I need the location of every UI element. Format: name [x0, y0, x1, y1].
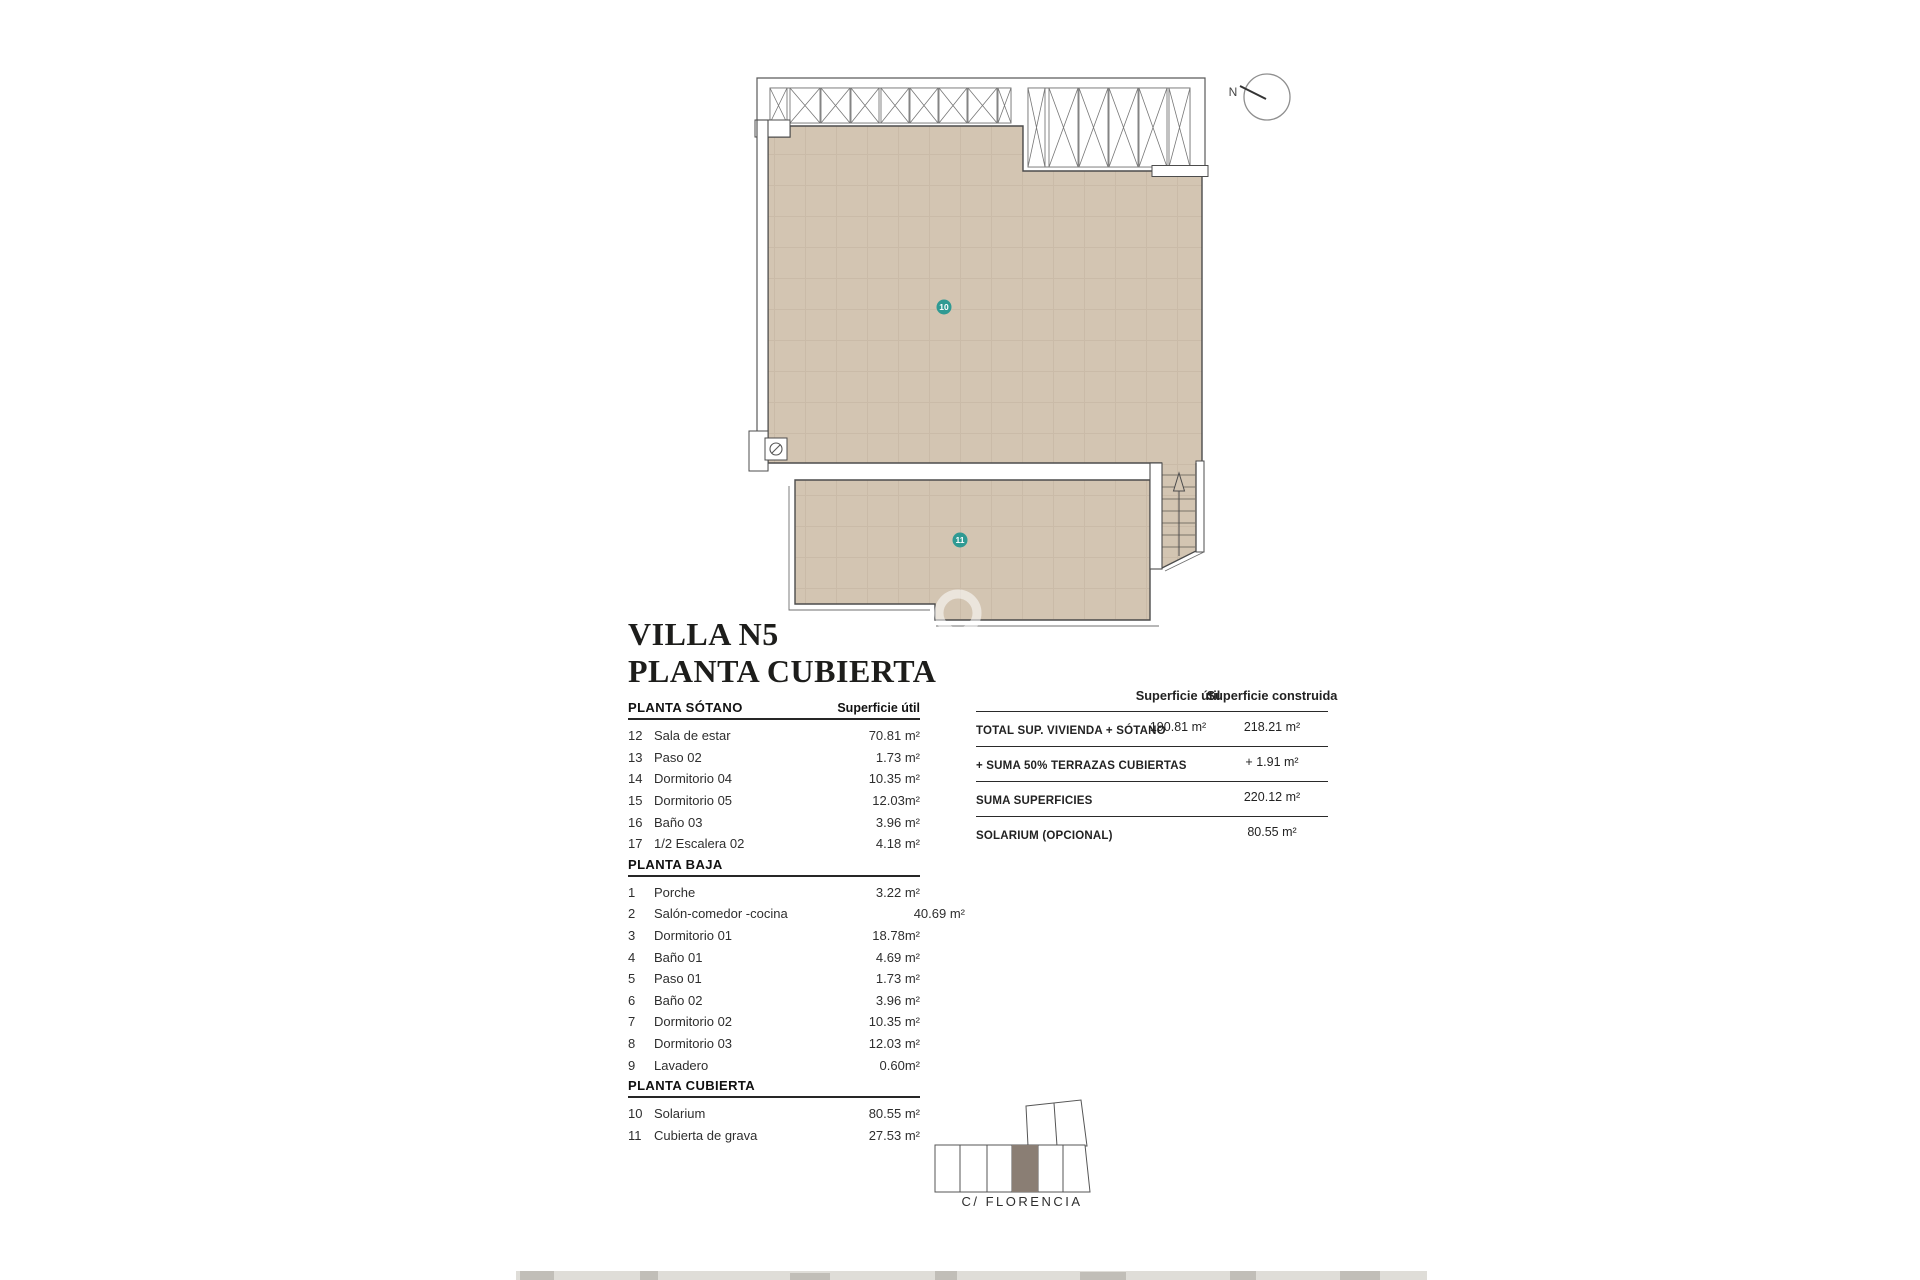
- area-schedule-table: [628, 698, 965, 1147]
- area-row-name: Porche: [654, 884, 696, 900]
- area-row-name: Salón-comedor -cocina: [654, 906, 788, 922]
- area-row-name: Paso 01: [654, 971, 702, 987]
- area-row-name: Baño 03: [654, 814, 703, 830]
- summary-row-label: TOTAL SUP. VIVIENDA + SÓTANO: [976, 725, 1166, 737]
- area-row-number: 16: [628, 814, 643, 830]
- area-row: [628, 1103, 920, 1125]
- bottom-page-sliver: [516, 1271, 1427, 1280]
- area-row-name: Dormitorio 05: [654, 793, 733, 809]
- summary-header-superficie-util: Superficie útil: [1135, 688, 1221, 703]
- area-row-number: 1: [628, 884, 636, 900]
- area-row-name: Paso 02: [654, 749, 702, 765]
- area-row-value: 1.73 m²: [875, 971, 920, 987]
- area-row-value: 4.18 m²: [875, 836, 920, 852]
- area-row-number: 3: [628, 928, 636, 944]
- area-row: [628, 725, 920, 747]
- area-row: [628, 811, 920, 833]
- area-row: [628, 1033, 920, 1055]
- area-row-value: 10.35 m²: [868, 771, 920, 787]
- area-row-number: 12: [628, 728, 643, 744]
- area-row-name: Baño 02: [654, 992, 703, 1008]
- area-row-number: 14: [628, 771, 643, 787]
- area-section: [628, 856, 965, 1076]
- area-row-value: 4.69 m²: [875, 949, 920, 965]
- section-header: [628, 700, 920, 720]
- section-header: [628, 1078, 920, 1098]
- area-row-number: 5: [628, 971, 636, 987]
- summary-value-construida: 220.12 m²: [1243, 790, 1301, 804]
- summary-row: [976, 747, 1328, 782]
- area-row: [628, 946, 920, 968]
- area-section: [628, 700, 920, 855]
- summary-row: [976, 782, 1328, 817]
- summary-value-util: 190.81 m²: [1149, 720, 1207, 734]
- solarium-area: [768, 126, 1202, 463]
- area-row-value: 12.03 m²: [868, 1036, 920, 1052]
- area-row-value: 3.96 m²: [875, 992, 920, 1008]
- site-plan: [935, 1100, 1090, 1209]
- area-row-number: 11: [628, 1127, 642, 1143]
- room-marker-10-label: 10: [939, 301, 949, 312]
- right-wall-band: [1196, 461, 1204, 552]
- area-row-value: 12.03m²: [872, 793, 920, 809]
- left-wall: [757, 120, 768, 470]
- summary-rows: [976, 712, 1328, 851]
- area-row-number: 2: [628, 906, 636, 922]
- area-row: [628, 882, 920, 904]
- area-row-number: 17: [628, 836, 643, 852]
- area-section: [628, 1078, 920, 1146]
- area-row-name: Dormitorio 02: [654, 1014, 733, 1030]
- area-row: [628, 925, 920, 947]
- area-row-number: 9: [628, 1057, 636, 1073]
- area-row-name: Dormitorio 01: [654, 928, 733, 944]
- area-row-name: 1/2 Escalera 02: [654, 836, 745, 852]
- area-row-value: 0.60m²: [879, 1057, 920, 1073]
- page-title: [628, 616, 936, 690]
- area-row-name: Baño 01: [654, 949, 703, 965]
- area-row: [628, 1054, 920, 1076]
- section-label: PLANTA SÓTANO: [628, 700, 743, 715]
- area-row-value: 70.81 m²: [868, 728, 920, 744]
- area-row-value: 40.69 m²: [913, 906, 965, 922]
- area-row-number: 8: [628, 1036, 636, 1052]
- summary-header-superficie-construida: Superficie construida: [1206, 688, 1338, 703]
- section-header: [628, 857, 920, 877]
- summary-header-row: [976, 686, 1338, 712]
- area-row-value: 3.22 m²: [875, 884, 920, 900]
- area-sections: [628, 700, 965, 1146]
- stair-partition-wall: [1150, 463, 1162, 569]
- area-row-name: Solarium: [654, 1106, 706, 1122]
- area-row: [628, 833, 920, 855]
- area-row-value: 3.96 m²: [875, 814, 920, 830]
- area-row-value: 18.78m²: [872, 928, 920, 944]
- area-row-name: Lavadero: [654, 1057, 709, 1073]
- pergola-panels-right: [1028, 88, 1190, 167]
- summary-row: [976, 817, 1328, 851]
- summary-value-construida: + 1.91 m²: [1245, 755, 1299, 769]
- area-row-name: Dormitorio 04: [654, 771, 733, 787]
- area-row: [628, 790, 920, 812]
- summary-table: [976, 686, 1338, 851]
- section-label: PLANTA BAJA: [628, 856, 723, 872]
- area-row-name: Cubierta de grava: [654, 1127, 758, 1143]
- room-marker-11-label: 11: [955, 534, 965, 545]
- street-label: C/ FLORENCIA: [961, 1194, 1083, 1209]
- area-row-number: 4: [628, 949, 636, 965]
- area-row: [628, 903, 965, 925]
- area-row-number: 6: [628, 992, 636, 1008]
- area-row: [628, 1125, 920, 1147]
- compass-icon: [1229, 74, 1290, 120]
- area-row-number: 15: [628, 793, 643, 809]
- room-marker-10: [937, 300, 952, 315]
- summary-row-label: + SUMA 50% TERRAZAS CUBIERTAS: [976, 760, 1187, 772]
- summary-row: [976, 712, 1328, 747]
- area-row: [628, 968, 920, 990]
- section-label: PLANTA CUBIERTA: [628, 1077, 756, 1093]
- area-row: [628, 990, 920, 1012]
- area-row-name: Dormitorio 03: [654, 1036, 733, 1052]
- area-row-value: 80.55 m²: [868, 1106, 920, 1122]
- area-row: [628, 747, 920, 769]
- area-row-value: 27.53 m²: [868, 1127, 920, 1143]
- summary-value-construida: 218.21 m²: [1243, 720, 1301, 734]
- page-title-line2: PLANTA CUBIERTA: [628, 653, 937, 689]
- summary-row-label: SUMA SUPERFICIES: [976, 795, 1093, 807]
- room-marker-11: [953, 533, 968, 548]
- area-row-name: Sala de estar: [654, 728, 731, 744]
- wall-notch-top-right: [1152, 166, 1208, 177]
- area-row: [628, 768, 920, 790]
- area-row-number: 7: [628, 1014, 636, 1030]
- summary-value-construida: 80.55 m²: [1247, 825, 1297, 839]
- pergola-panels-left: [770, 88, 1011, 123]
- site-highlighted-plot: [1012, 1145, 1038, 1192]
- area-row-value: 10.35 m²: [868, 1014, 920, 1030]
- area-row-value: 1.73 m²: [875, 749, 920, 765]
- column-header-superficie-util: Superficie útil: [837, 701, 920, 715]
- area-row-number: 13: [628, 749, 643, 765]
- compass-north-label: N: [1228, 85, 1238, 99]
- page-title-line1: VILLA N5: [628, 616, 779, 652]
- summary-row-label: SOLARIUM (OPCIONAL): [976, 830, 1113, 842]
- area-row: [628, 1011, 920, 1033]
- area-row-number: 10: [628, 1106, 643, 1122]
